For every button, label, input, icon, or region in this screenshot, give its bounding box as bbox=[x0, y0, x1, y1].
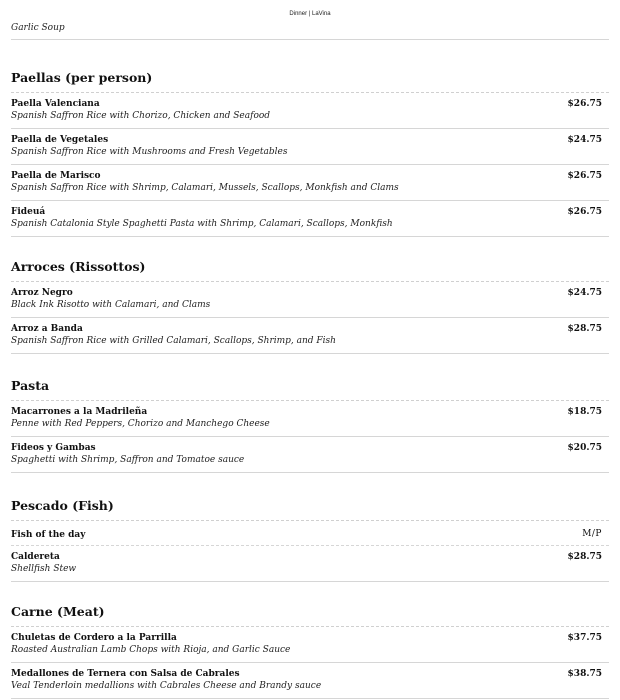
item-price: $37.75 bbox=[567, 633, 602, 643]
item-name: Fideuá bbox=[11, 207, 46, 217]
item-price: $26.75 bbox=[567, 207, 602, 217]
item-desc: Spaghetti with Shrimp, Saffron and Tomatoe sauce bbox=[11, 455, 245, 465]
item-name: Paella de Vegetales bbox=[11, 135, 109, 145]
item-name: Paella de Marisco bbox=[11, 171, 101, 181]
item-name: Arroz Negro bbox=[11, 288, 73, 298]
item-price: $18.75 bbox=[567, 407, 602, 417]
item-desc: Roasted Australian Lamb Chops with Rioja, and Garlic Sauce bbox=[11, 645, 291, 655]
menu-item bbox=[11, 546, 609, 582]
item-name: Fideos y Gambas bbox=[11, 443, 96, 453]
menu-item bbox=[11, 93, 609, 129]
item-desc: Black Ink Risotto with Calamari, and Clams bbox=[11, 300, 211, 310]
menu-item bbox=[11, 201, 609, 237]
item-price: $28.75 bbox=[567, 324, 602, 334]
item-name: Fish of the day bbox=[11, 530, 86, 540]
item-price: $26.75 bbox=[567, 99, 602, 109]
section-title: Pasta bbox=[11, 378, 609, 401]
item-price: $20.75 bbox=[567, 443, 602, 453]
item-price: $26.75 bbox=[567, 171, 602, 181]
menu-item bbox=[11, 627, 609, 663]
item-price: $38.75 bbox=[567, 669, 602, 679]
menu-item bbox=[11, 165, 609, 201]
item-desc: Spanish Catalonia Style Spaghetti Pasta with Shrimp, Calamari, Scallops, Monkfish bbox=[11, 219, 393, 229]
item-name: Chuletas de Cordero a la Parrilla bbox=[11, 633, 177, 643]
menu-item bbox=[11, 521, 609, 546]
menu-item bbox=[11, 401, 609, 437]
item-desc: Penne with Red Peppers, Chorizo and Manchego Cheese bbox=[11, 419, 270, 429]
item-name: Caldereta bbox=[11, 552, 60, 562]
intro-item-desc: Garlic Soup bbox=[11, 23, 65, 33]
item-name: Medallones de Ternera con Salsa de Cabrales bbox=[11, 669, 240, 679]
item-price: $24.75 bbox=[567, 135, 602, 145]
page-header: Dinner | LaVina bbox=[289, 11, 331, 17]
section-title: Pescado (Fish) bbox=[11, 498, 609, 521]
section-title: Paellas (per person) bbox=[11, 70, 609, 93]
item-price: M/P bbox=[582, 529, 602, 539]
section-pescado bbox=[11, 498, 609, 582]
section-paellas bbox=[11, 70, 609, 237]
item-desc: Spanish Saffron Rice with Grilled Calamari, Scallops, Shrimp, and Fish bbox=[11, 336, 336, 346]
menu-item bbox=[11, 663, 609, 699]
section-title: Arroces (Rissottos) bbox=[11, 259, 609, 282]
item-desc: Veal Tenderloin medallions with Cabrales Cheese and Brandy sauce bbox=[11, 681, 322, 691]
item-desc: Spanish Saffron Rice with Mushrooms and Fresh Vegetables bbox=[11, 147, 288, 157]
section-title: Carne (Meat) bbox=[11, 604, 609, 627]
menu-item bbox=[11, 437, 609, 473]
item-name: Paella Valenciana bbox=[11, 99, 100, 109]
item-price: $28.75 bbox=[567, 552, 602, 562]
menu-item bbox=[11, 318, 609, 354]
item-desc: Spanish Saffron Rice with Chorizo, Chicken and Seafood bbox=[11, 111, 271, 121]
menu-item bbox=[11, 129, 609, 165]
item-desc: Shellfish Stew bbox=[11, 564, 77, 574]
item-name: Macarrones a la Madrileña bbox=[11, 407, 148, 417]
menu-item bbox=[11, 282, 609, 318]
section-pasta bbox=[11, 378, 609, 473]
section-arroces bbox=[11, 259, 609, 354]
item-desc: Spanish Saffron Rice with Shrimp, Calamari, Mussels, Scallops, Monkfish and Clams bbox=[11, 183, 399, 193]
item-name: Arroz a Banda bbox=[11, 324, 83, 334]
section-carne bbox=[11, 604, 609, 699]
item-price: $24.75 bbox=[567, 288, 602, 298]
intro-item bbox=[11, 22, 609, 40]
